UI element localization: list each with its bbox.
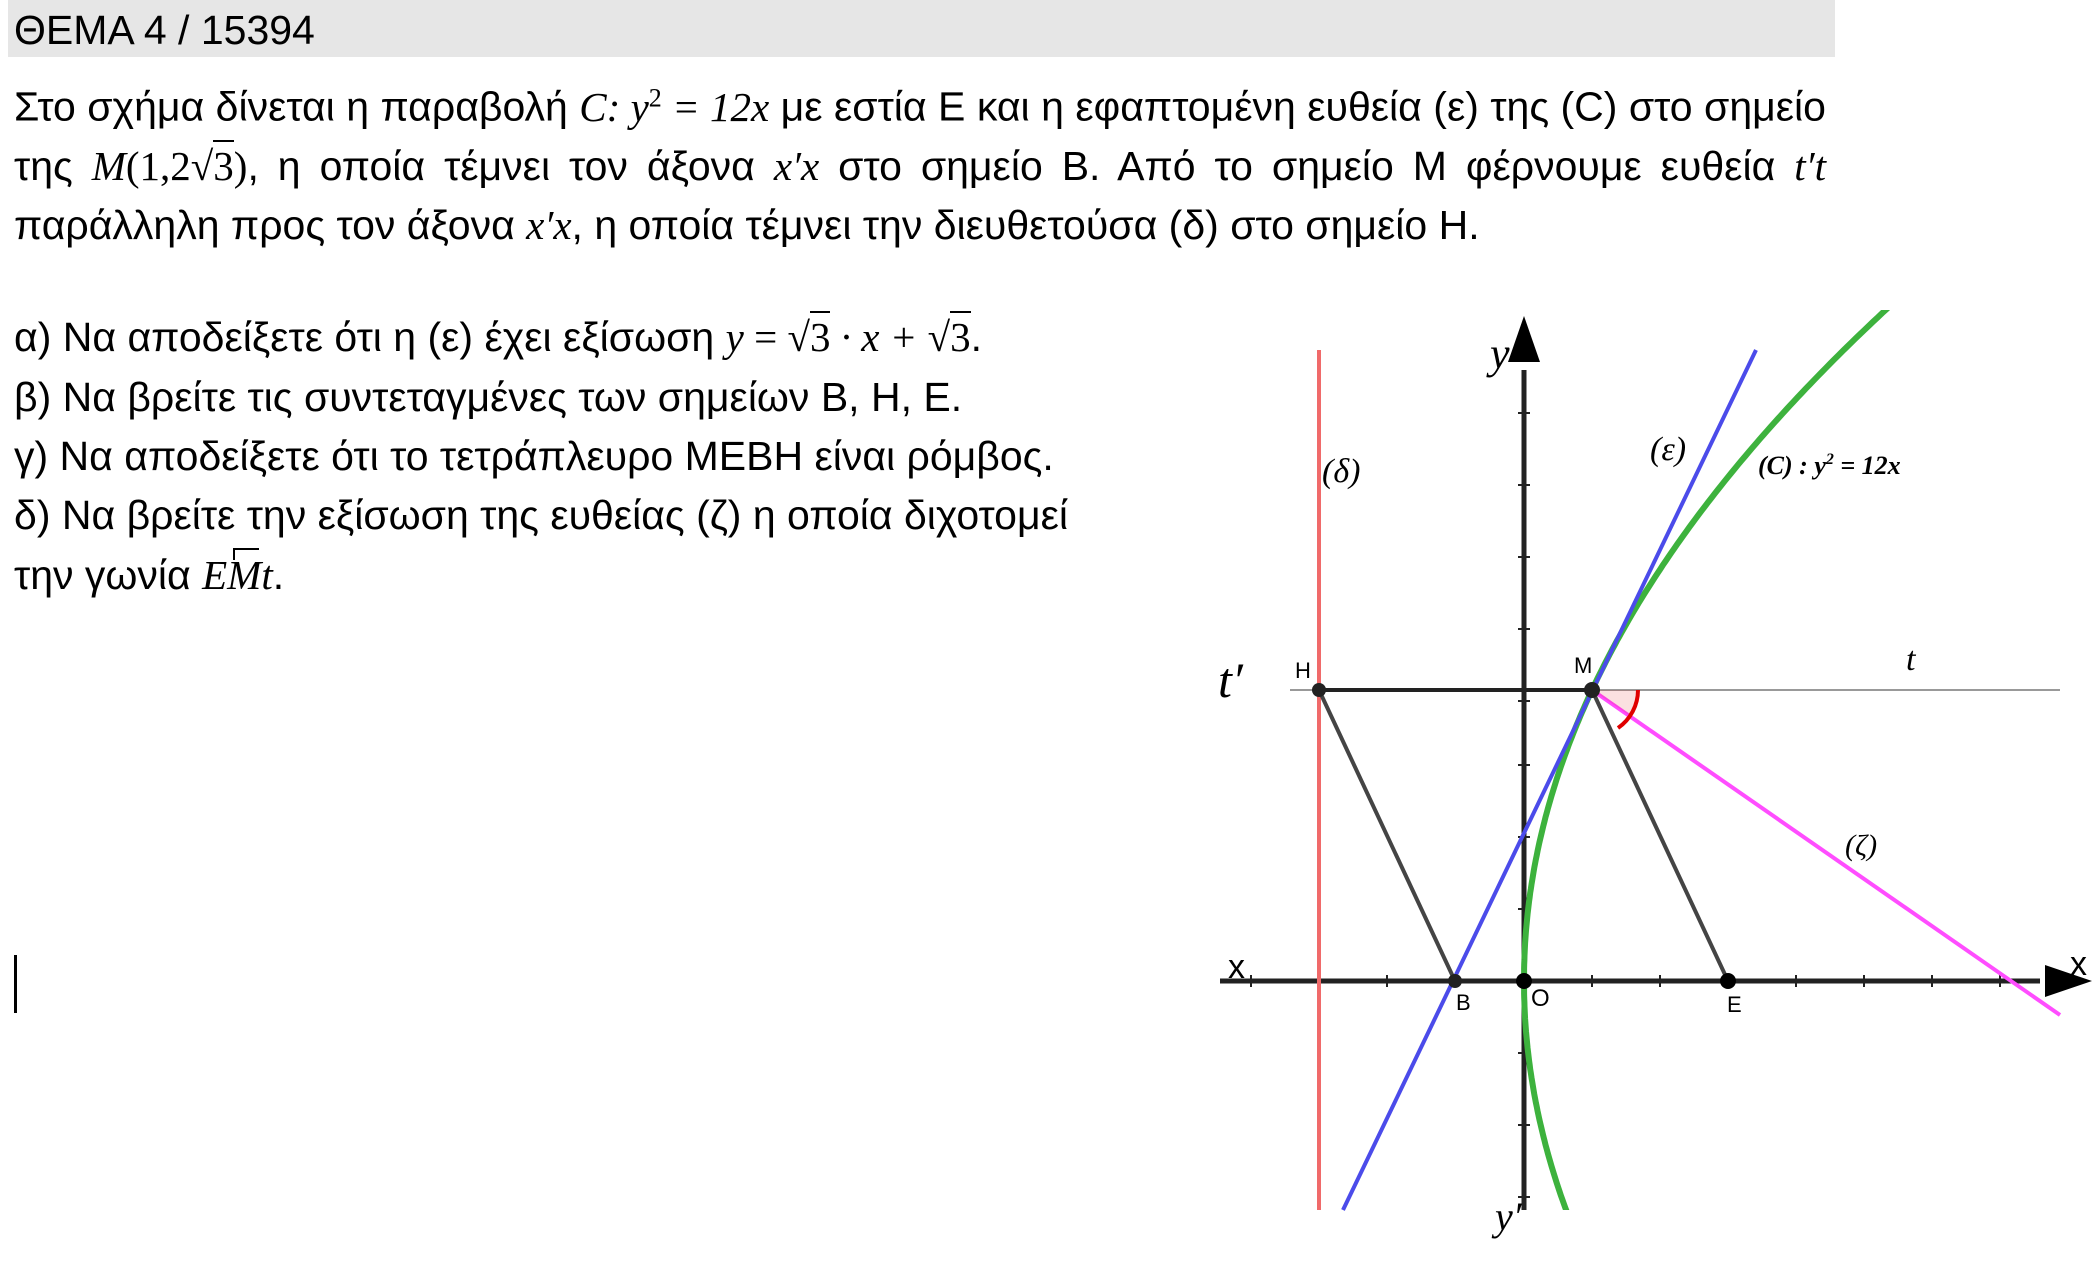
tangent-line-epsilon bbox=[1343, 350, 1756, 1210]
point-M bbox=[1584, 682, 1600, 698]
label-delta: (δ) bbox=[1322, 453, 1361, 490]
label-zeta: (ζ) bbox=[1845, 829, 1878, 862]
y-axis-arrow bbox=[1508, 316, 1540, 362]
question-a: α) Να αποδείξετε ότι η (ε) έχει εξίσωση y = √3 · x + √3. bbox=[14, 308, 982, 367]
label-H: H bbox=[1295, 658, 1311, 683]
problem-statement: Στο σχήμα δίνεται η παραβολή C: $y^2 = 12x$ με εστία Ε και η εφαπτομένη ευθεία (ε) της (C) στο σημείο της M(1,2√3), η οποία τέμνει τον άξονα x′x στο σημείο Β. Από το σημείο Μ φέρνουμε ευθεία t′t παράλληλη προς τον άξονα x′x, η οποία τέμνει την διευθετούσα (δ) στο σημείο Η. bbox=[14, 83, 1826, 248]
label-M: M bbox=[1574, 653, 1593, 678]
question-d-line2: την γωνία EMt. bbox=[14, 546, 284, 605]
label-y: y bbox=[1490, 329, 1510, 378]
label-epsilon: (ε) bbox=[1650, 431, 1687, 468]
point-H bbox=[1312, 683, 1326, 697]
page-title: ΘΕΜΑ 4 / 15394 bbox=[14, 7, 315, 53]
label-y-prime: y′ bbox=[1495, 1194, 1522, 1239]
parabola-curve bbox=[1524, 259, 1943, 1233]
question-b: β) Να βρείτε τις συντεταγμένες των σημείων Β, Η, Ε. bbox=[14, 374, 963, 420]
point-E bbox=[1720, 973, 1736, 989]
label-t: t bbox=[1906, 641, 1916, 678]
question-c: γ) Να αποδείξετε ότι το τετράπλευρο ΜΕΒΗ είναι ρόμβος. bbox=[14, 433, 1054, 479]
label-O: O bbox=[1531, 985, 1550, 1012]
label-x: x bbox=[2070, 945, 2087, 983]
point-O bbox=[1516, 973, 1532, 989]
bisector-line-zeta bbox=[1592, 690, 2060, 1015]
question-d-line1: δ) Να βρείτε την εξίσωση της ευθείας (ζ) η οποία διχοτομεί bbox=[14, 492, 1068, 538]
label-t-prime: t′ bbox=[1218, 652, 1243, 708]
label-x-prime: x bbox=[1228, 948, 1245, 986]
label-E: E bbox=[1727, 992, 1742, 1017]
label-parabola: (C) : $y^2 = 12x$ bbox=[1758, 451, 1901, 480]
point-B bbox=[1448, 974, 1462, 988]
label-B: B bbox=[1456, 990, 1471, 1015]
